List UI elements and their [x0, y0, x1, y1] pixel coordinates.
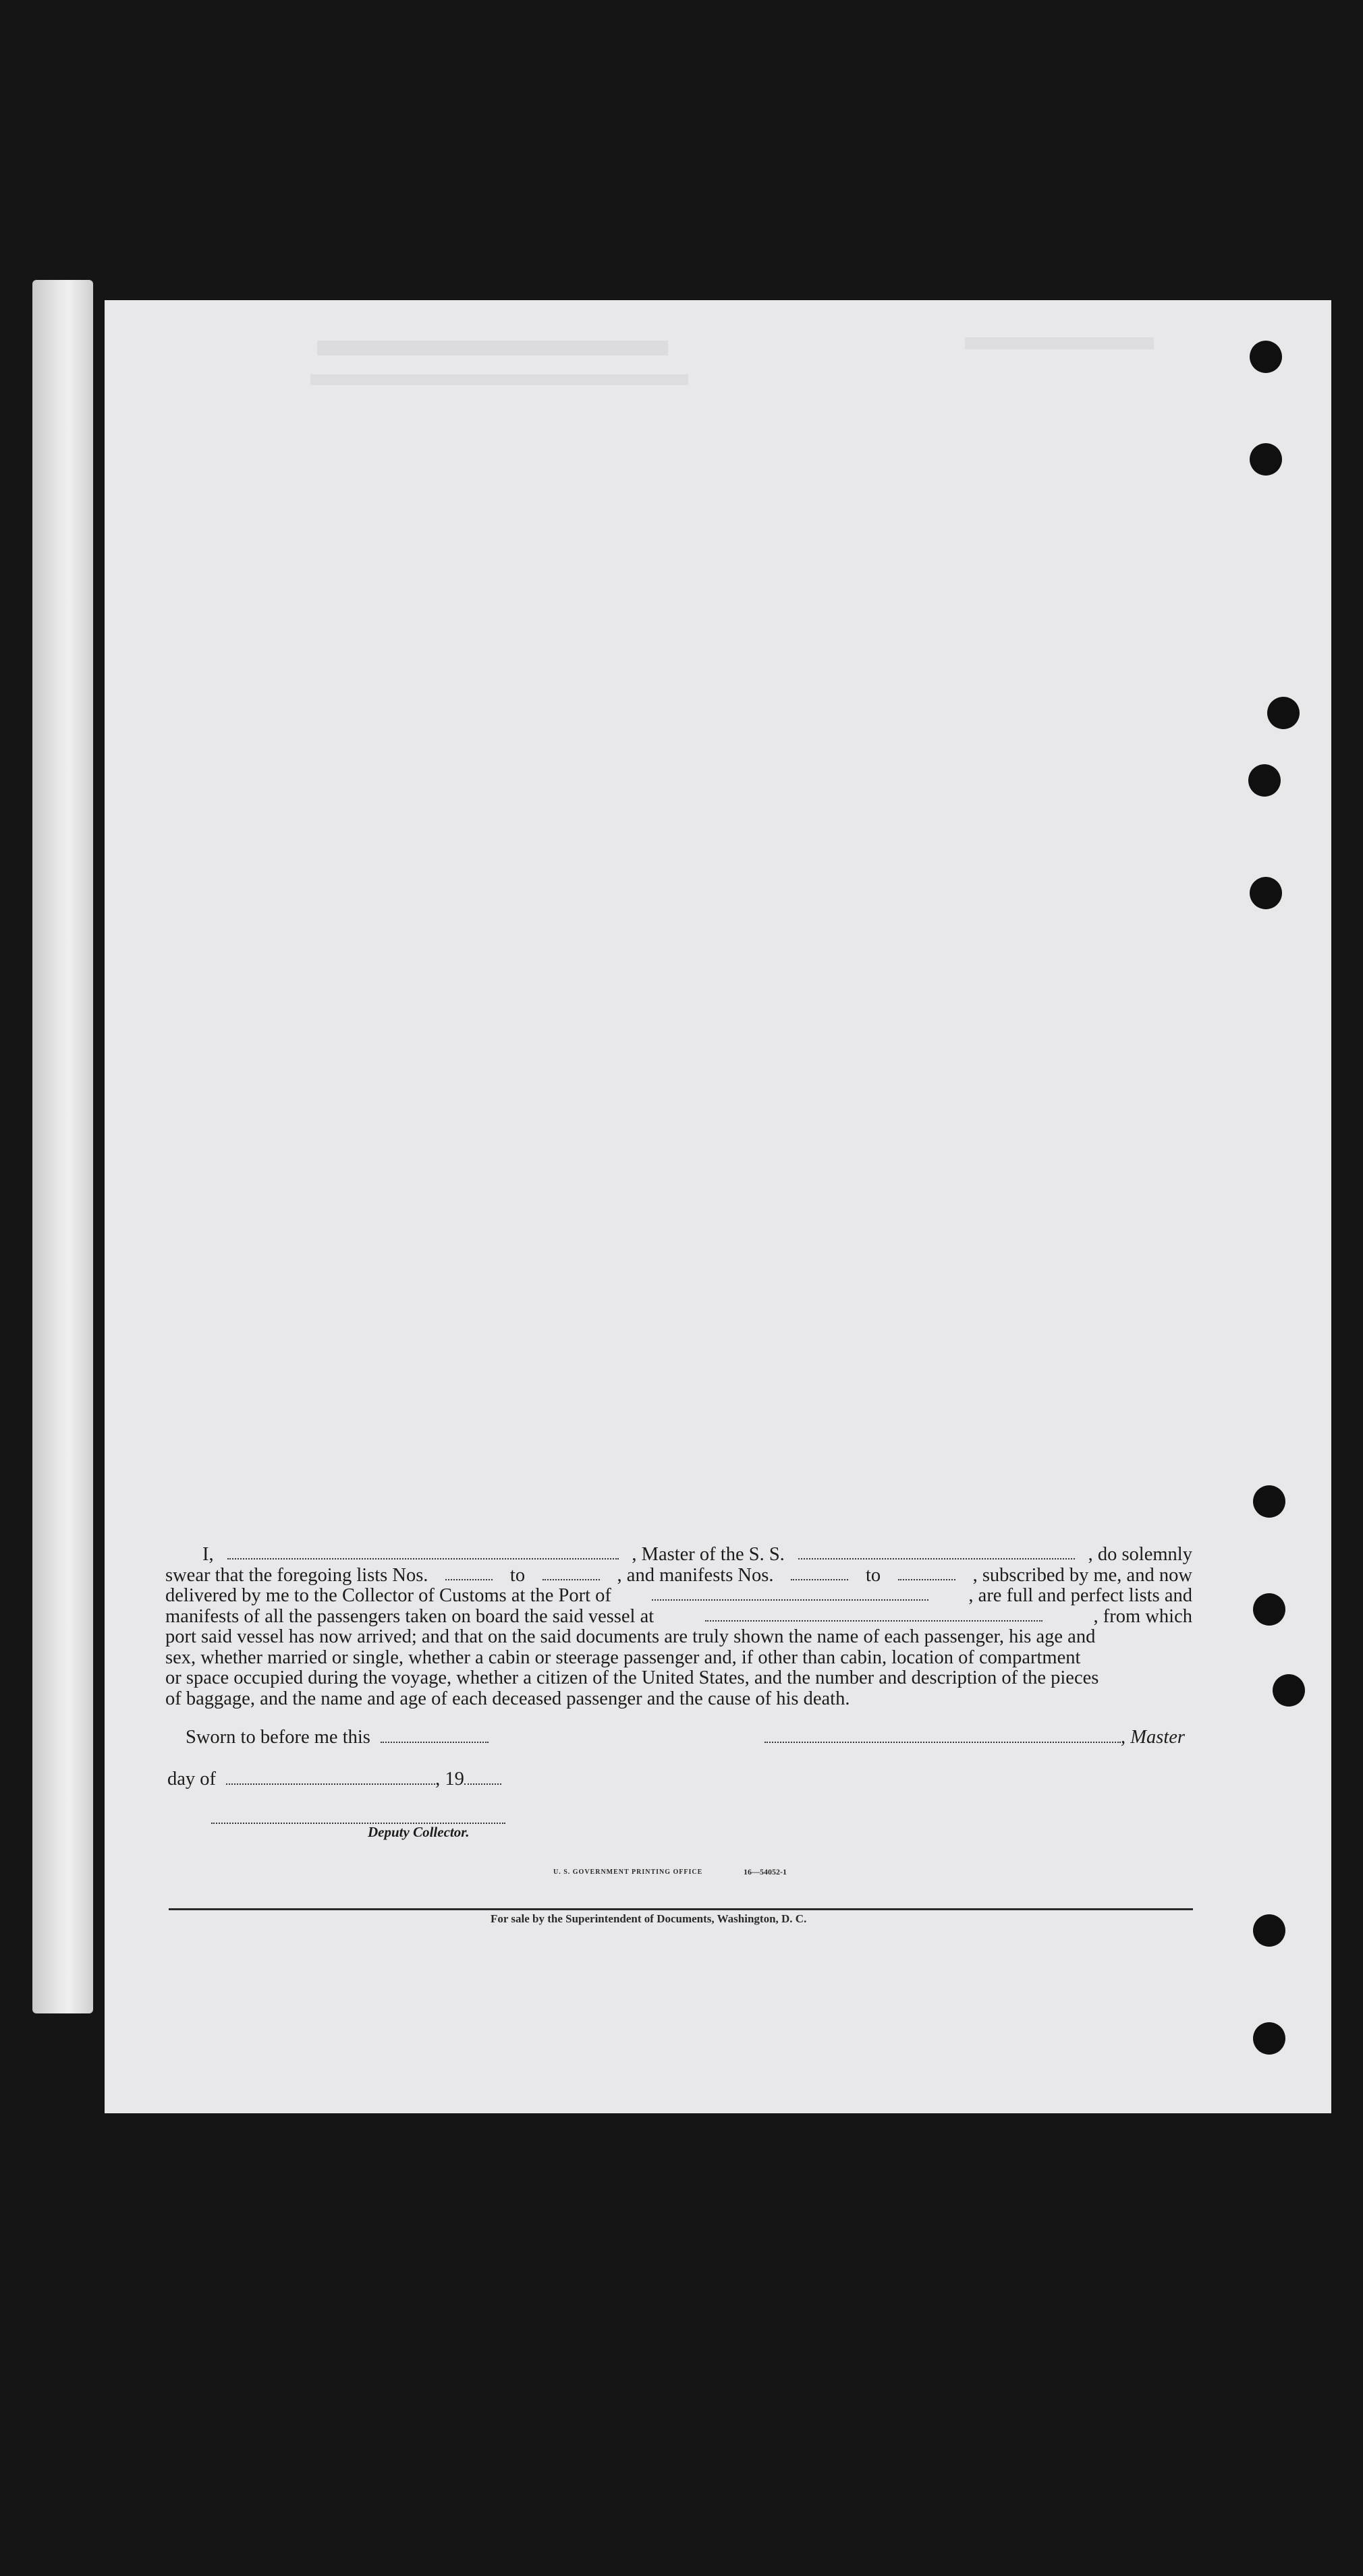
oath-text: to: [865, 1564, 881, 1586]
oath-text: , subscribed by me, and now: [972, 1564, 1192, 1586]
lists-from-field[interactable]: [445, 1566, 493, 1580]
oath-text: swear that the foregoing lists Nos.: [165, 1564, 428, 1586]
bleed-through-mark: [310, 374, 688, 385]
sworn-label: Sworn to before me this: [186, 1727, 370, 1748]
day-of-line: [167, 1769, 501, 1790]
manifest-page: [105, 300, 1331, 2113]
oath-text: , and manifests Nos.: [617, 1564, 774, 1586]
punch-hole: [1253, 1593, 1285, 1626]
oath-text: delivered by me to the Collector of Customs at the Port of: [165, 1585, 611, 1606]
sale-notice: For sale by the Superintendent of Documents, Washington, D. C.: [491, 1912, 807, 1925]
punch-hole: [1250, 877, 1282, 909]
oath-line: [165, 1627, 1192, 1648]
master-signature-line: [764, 1727, 1185, 1748]
oath-text: manifests of all the passengers taken on board the said vessel at: [165, 1605, 655, 1627]
oath-text: , Master of the S. S.: [632, 1544, 785, 1565]
master-label: , Master: [1121, 1727, 1185, 1748]
punch-hole: [1250, 341, 1282, 373]
year-field[interactable]: [464, 1770, 501, 1785]
punch-hole: [1250, 443, 1282, 476]
oath-line: [165, 1586, 1192, 1607]
oath-line: [165, 1566, 1192, 1586]
oath-text: sex, whether married or single, whether a cabin or steerage passenger and, if other than cabin, location of compartment: [165, 1647, 1081, 1668]
bleed-through-mark: [965, 337, 1154, 349]
oath-line: [165, 1689, 1192, 1710]
oath-line: [165, 1545, 1192, 1566]
ship-name-field[interactable]: [798, 1545, 1075, 1559]
bleed-through-mark: [317, 341, 668, 355]
oath-text: or space occupied during the voyage, whether a citizen of the United States, and the number and description of the pieces: [165, 1667, 1099, 1688]
punch-hole: [1253, 1485, 1285, 1518]
oath-text: port said vessel has now arrived; and that on the said documents are truly shown the name of each passenger, his age and: [165, 1626, 1096, 1647]
punch-hole: [1248, 764, 1281, 797]
manifests-to-field[interactable]: [898, 1566, 955, 1580]
oath-line: [165, 1648, 1192, 1669]
oath-line: [165, 1607, 1192, 1628]
lists-to-field[interactable]: [543, 1566, 600, 1580]
punch-hole: [1273, 1674, 1305, 1707]
master-signature-field[interactable]: [764, 1728, 1121, 1743]
oath-text: , from which: [1093, 1605, 1192, 1627]
oath-text: I,: [202, 1544, 214, 1565]
master-name-field[interactable]: [227, 1545, 619, 1559]
footer-rule: [169, 1908, 1193, 1910]
oath-text: , do solemnly: [1088, 1544, 1192, 1565]
punch-hole: [1253, 1914, 1285, 1947]
oath-text: to: [509, 1564, 526, 1586]
oath-line: [165, 1668, 1192, 1689]
side-paper-strip: [32, 280, 93, 2013]
punch-hole: [1253, 2022, 1285, 2055]
port-of-departure-field[interactable]: [705, 1607, 1042, 1622]
gpo-imprint: U. S. GOVERNMENT PRINTING OFFICE: [553, 1868, 703, 1876]
form-code: 16—54052-1: [744, 1867, 787, 1877]
year-label: , 19: [435, 1769, 464, 1790]
masters-oath: [165, 1545, 1192, 1709]
punch-hole: [1267, 697, 1300, 729]
sworn-day-field[interactable]: [381, 1728, 489, 1743]
port-of-arrival-field[interactable]: [652, 1586, 928, 1601]
deputy-signature-field[interactable]: [211, 1809, 505, 1824]
month-field[interactable]: [226, 1770, 435, 1785]
sworn-before-line: [186, 1727, 489, 1748]
oath-text: of baggage, and the name and age of each deceased passenger and the cause of his death.: [165, 1688, 850, 1709]
manifests-from-field[interactable]: [791, 1566, 848, 1580]
day-of-label: day of: [167, 1769, 217, 1790]
deputy-collector-label: Deputy Collector.: [368, 1824, 470, 1840]
oath-text: , are full and perfect lists and: [968, 1585, 1192, 1606]
